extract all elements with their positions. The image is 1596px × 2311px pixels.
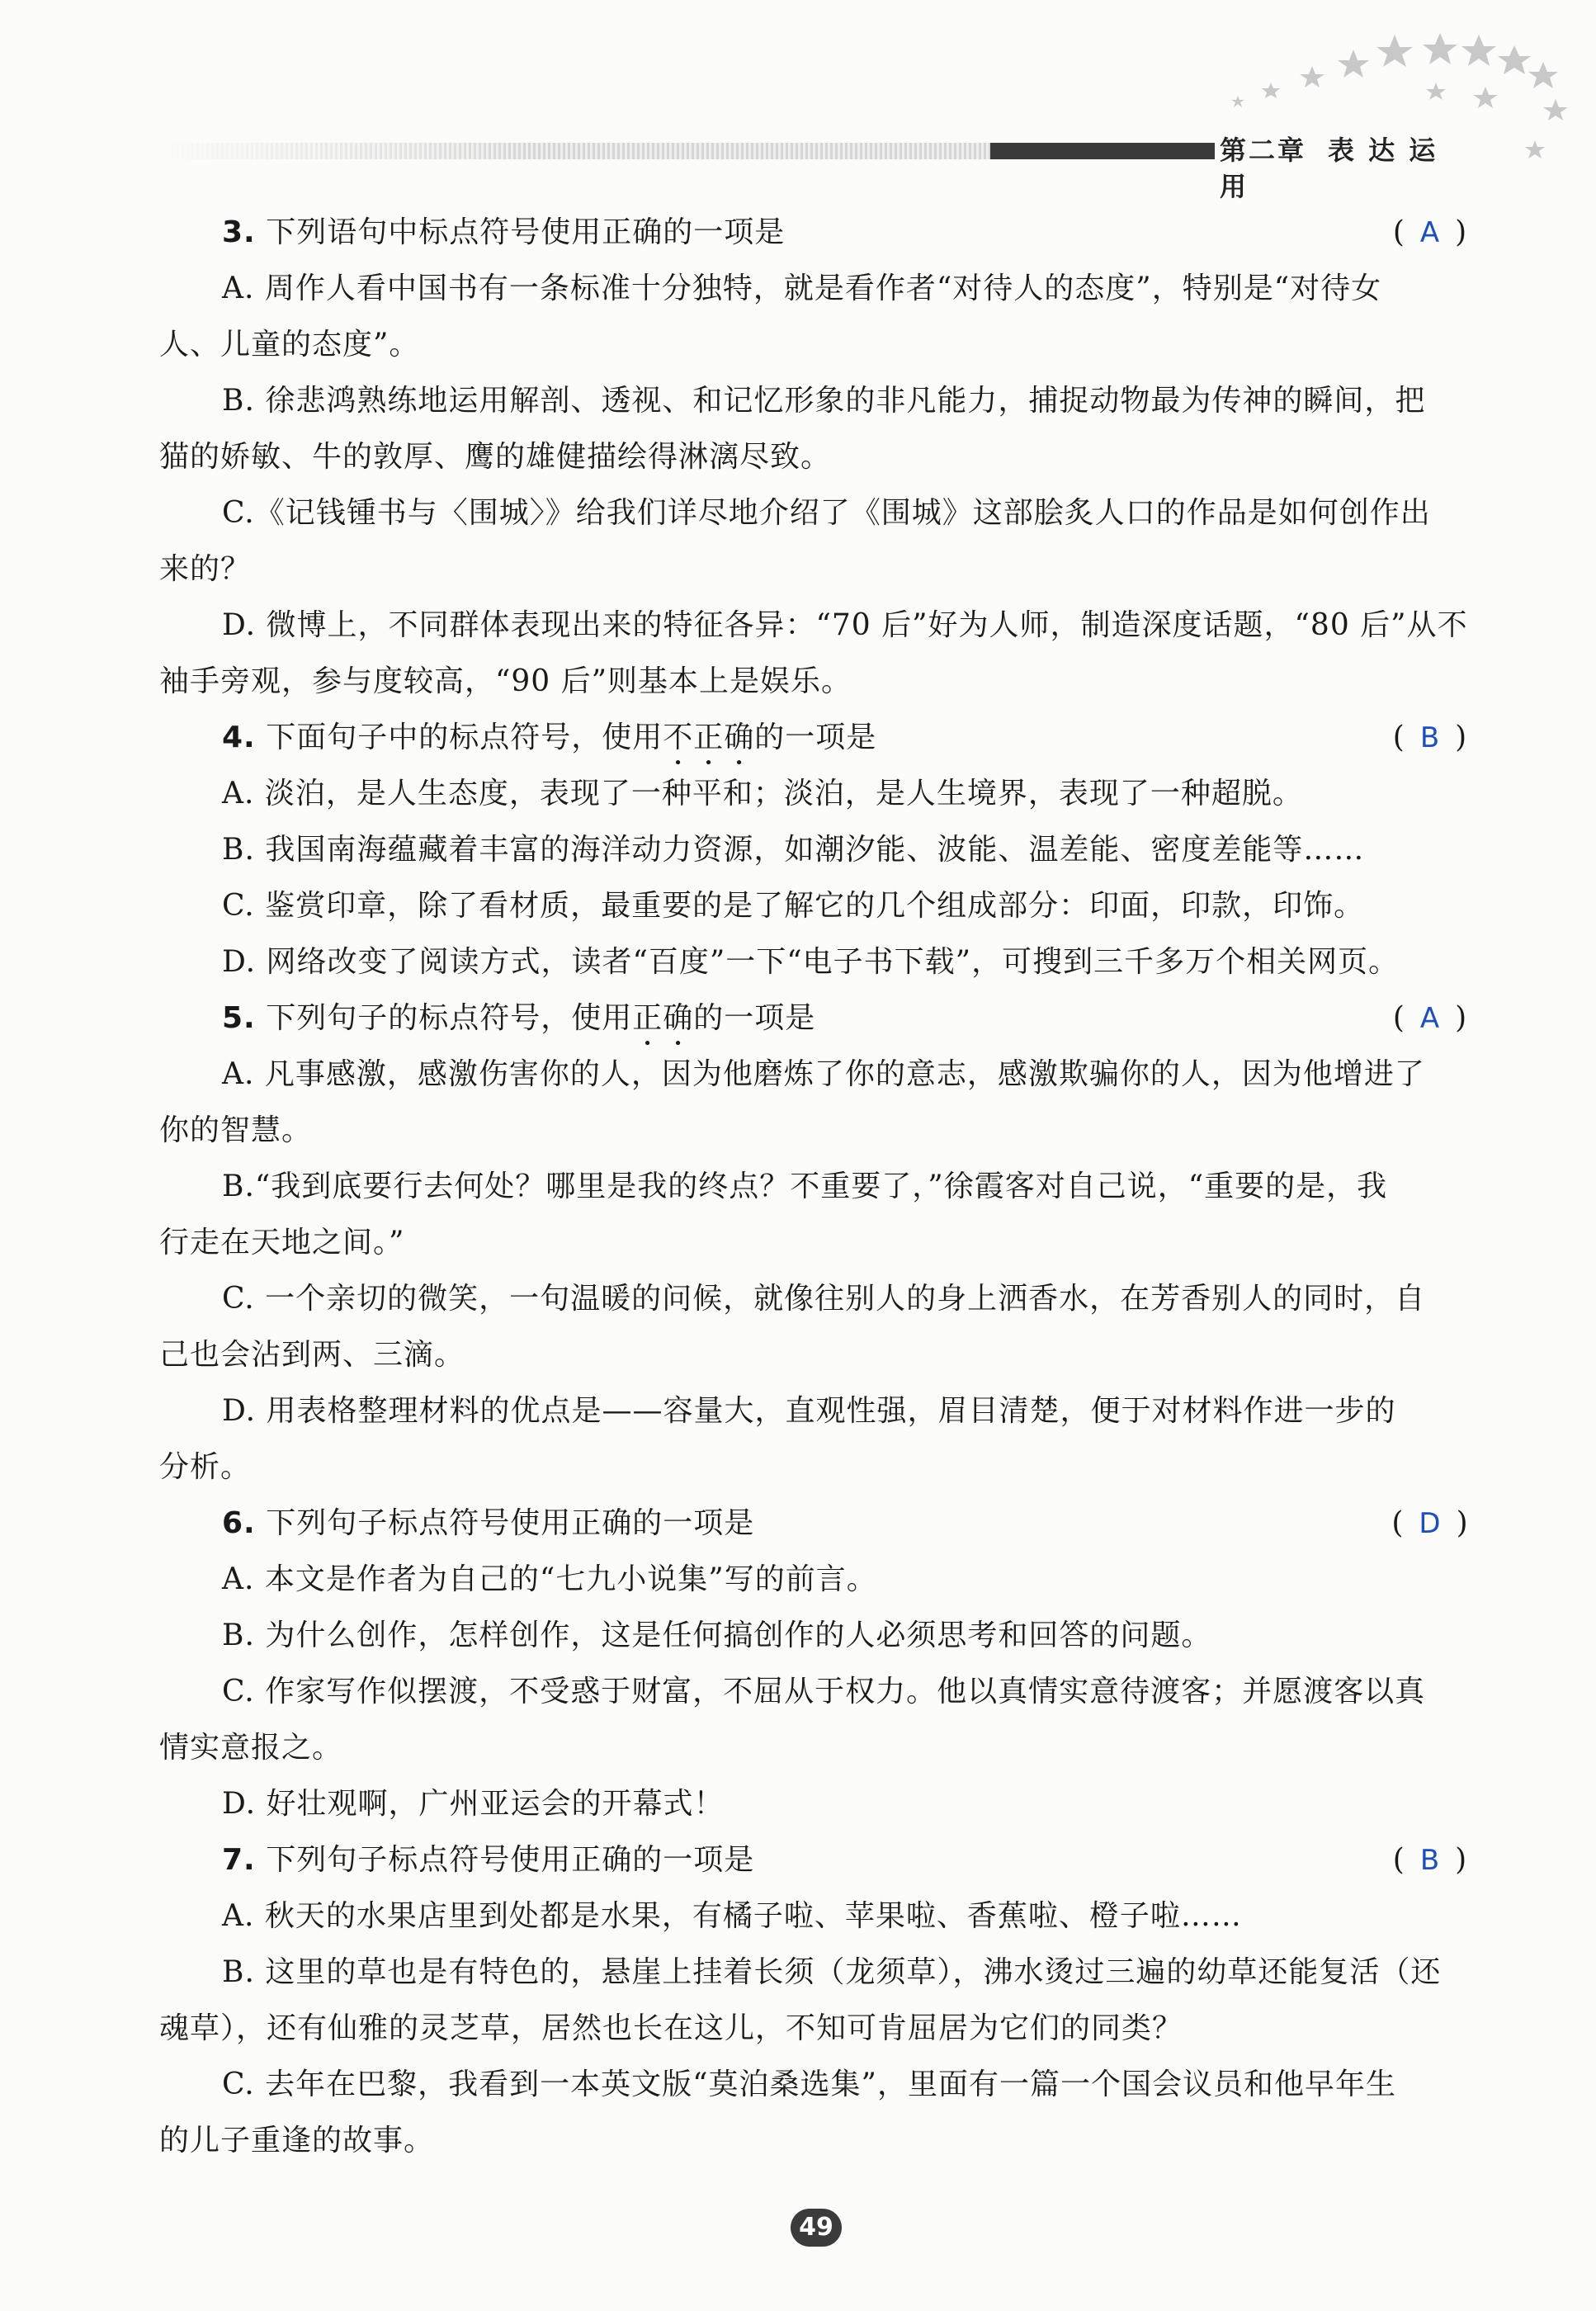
answer-box: ( B ) [1392, 721, 1468, 754]
answer-letter: B [1419, 1844, 1441, 1877]
option-line-cont: 猫的娇敏、牛的敦厚、鹰的雄健描绘得淋漓尽致。 [159, 440, 832, 474]
page-number: 49 [791, 2209, 842, 2247]
option-line: A. 淡泊，是人生态度，表现了一种平和；淡泊，是人生境界，表现了一种超脱。 [222, 777, 1303, 811]
option-line: D. 好壮观啊，广州亚运会的开幕式！ [222, 1787, 725, 1821]
option-line: B.“我到底要行去何处？哪里是我的终点？不重要了，”徐霞客对自己说，“重要的是，我 [222, 1170, 1388, 1203]
option-line-cont: 的儿子重逢的故事。 [159, 2124, 435, 2157]
question-text: 下列句子标点符号使用正确的一项是 [266, 1843, 755, 1877]
question-text: 下列句子标点符号使用正确的一项是 [266, 1506, 755, 1540]
question-3-stem [159, 205, 1480, 261]
option-line-cont: 袖手旁观，参与度较高，“90 后”则基本上是娱乐。 [159, 664, 852, 698]
option-line: D. 微博上，不同群体表现出来的特征各异：“70 后”好为人师，制造深度话题，“80 后”从不 [222, 608, 1468, 642]
option-line: D. 用表格整理材料的优点是——容量大，直观性强，眉目清楚，便于对材料作进一步的 [222, 1394, 1396, 1428]
question-number: 7. [222, 1843, 256, 1877]
option-line-cont: 己也会沾到两、三滴。 [159, 1338, 465, 1372]
stem-part: 的一项是 [754, 721, 877, 754]
option-line: D. 网络改变了阅读方式，读者“百度”一下“电子书下载”，可搜到三千多万个相关网页。 [222, 945, 1400, 979]
option-line: C. 鉴赏印章，除了看材质，最重要的是了解它的几个组成部分：印面，印款，印饰。 [222, 889, 1365, 923]
option-line: A. 周作人看中国书有一条标准十分独特，就是看作者“对待人的态度”，特别是“对待女 [222, 272, 1382, 305]
chapter-label: 第二章 [1220, 135, 1307, 166]
option-line: C.《记钱锺书与〈围城〉》给我们详尽地介绍了《围城》这部脍炙人口的作品是如何创作出 [222, 496, 1431, 530]
answer-box: ( A ) [1392, 1001, 1468, 1035]
option-line: B. 为什么创作，怎样创作，这是任何搞创作的人必须思考和回答的问题。 [222, 1619, 1212, 1652]
question-7-stem [159, 1832, 1480, 1888]
answer-box: ( D ) [1391, 1506, 1469, 1540]
section-label: 表 达 运 用 [1220, 135, 1438, 202]
answer-box: ( A ) [1392, 215, 1468, 249]
chapter-header [1220, 132, 1492, 202]
option-line: B. 徐悲鸿熟练地运用解剖、透视、和记忆形象的非凡能力，捕捉动物最为传神的瞬间，把 [222, 384, 1426, 418]
option-line: B. 我国南海蕴藏着丰富的海洋动力资源，如潮汐能、波能、温差能、密度差能等…… [222, 833, 1365, 867]
option-line-cont: 来的？ [159, 552, 252, 586]
option-line-cont: 行走在天地之间。” [159, 1226, 405, 1259]
header-rule-dark [990, 143, 1215, 159]
question-6-stem [159, 1496, 1480, 1552]
stem-part: 下面句子中的标点符号，使用 [266, 721, 663, 754]
question-text [266, 1001, 815, 1035]
answer-box: ( B ) [1392, 1843, 1468, 1877]
option-line: A. 秋天的水果店里到处都是水果，有橘子啦、苹果啦、香蕉啦、橙子啦…… [222, 1899, 1242, 1933]
option-line: A. 本文是作者为自己的“七九小说集”写的前言。 [222, 1562, 877, 1596]
option-line: A. 凡事感激，感激伤害你的人，因为他磨炼了你的意志，感激欺骗你的人，因为他增进了 [222, 1057, 1425, 1091]
question-text: 下列语句中标点符号使用正确的一项是 [266, 215, 786, 249]
question-4-stem [159, 710, 1480, 766]
question-number: 5. [222, 1001, 256, 1035]
option-line: C. 作家写作似摆渡，不受惑于财富，不屈从于权力。他以真情实意待渡客；并愿渡客以真 [222, 1675, 1426, 1708]
question-number: 3. [222, 215, 256, 249]
option-line-cont: 情实意报之。 [159, 1731, 343, 1765]
question-text [266, 721, 876, 754]
option-line: B. 这里的草也是有特色的，悬崖上挂着长须（龙须草），沸水烫过三遍的幼草还能复活（还 [222, 1955, 1442, 1989]
option-line-cont: 人、儿童的态度”。 [159, 328, 420, 362]
answer-letter: D [1419, 1507, 1442, 1540]
stem-emphasis: 不正确 [663, 721, 755, 754]
option-line: C. 一个亲切的微笑，一句温暖的问候，就像往别人的身上洒香水，在芳香别人的同时，自 [222, 1282, 1426, 1316]
stem-emphasis: 正确 [632, 1001, 694, 1035]
stem-part: 的一项是 [693, 1001, 816, 1035]
answer-letter: A [1419, 216, 1441, 249]
question-list [159, 205, 1480, 2169]
option-line: C. 去年在巴黎，我看到一本英文版“莫泊桑选集”，里面有一篇一个国会议员和他早年生 [222, 2068, 1396, 2101]
answer-letter: B [1419, 721, 1441, 754]
stem-part: 下列句子的标点符号，使用 [266, 1001, 633, 1035]
question-5-stem [159, 990, 1480, 1047]
option-line-cont: 你的智慧。 [159, 1113, 313, 1147]
question-number: 4. [222, 721, 256, 754]
answer-letter: A [1419, 1002, 1441, 1035]
option-line-cont: 分析。 [159, 1450, 252, 1484]
question-number: 6. [222, 1506, 256, 1540]
option-line-cont: 魂草），还有仙雅的灵芝草，居然也长在这儿，不知可肯屈居为它们的同类？ [159, 2011, 1183, 2045]
